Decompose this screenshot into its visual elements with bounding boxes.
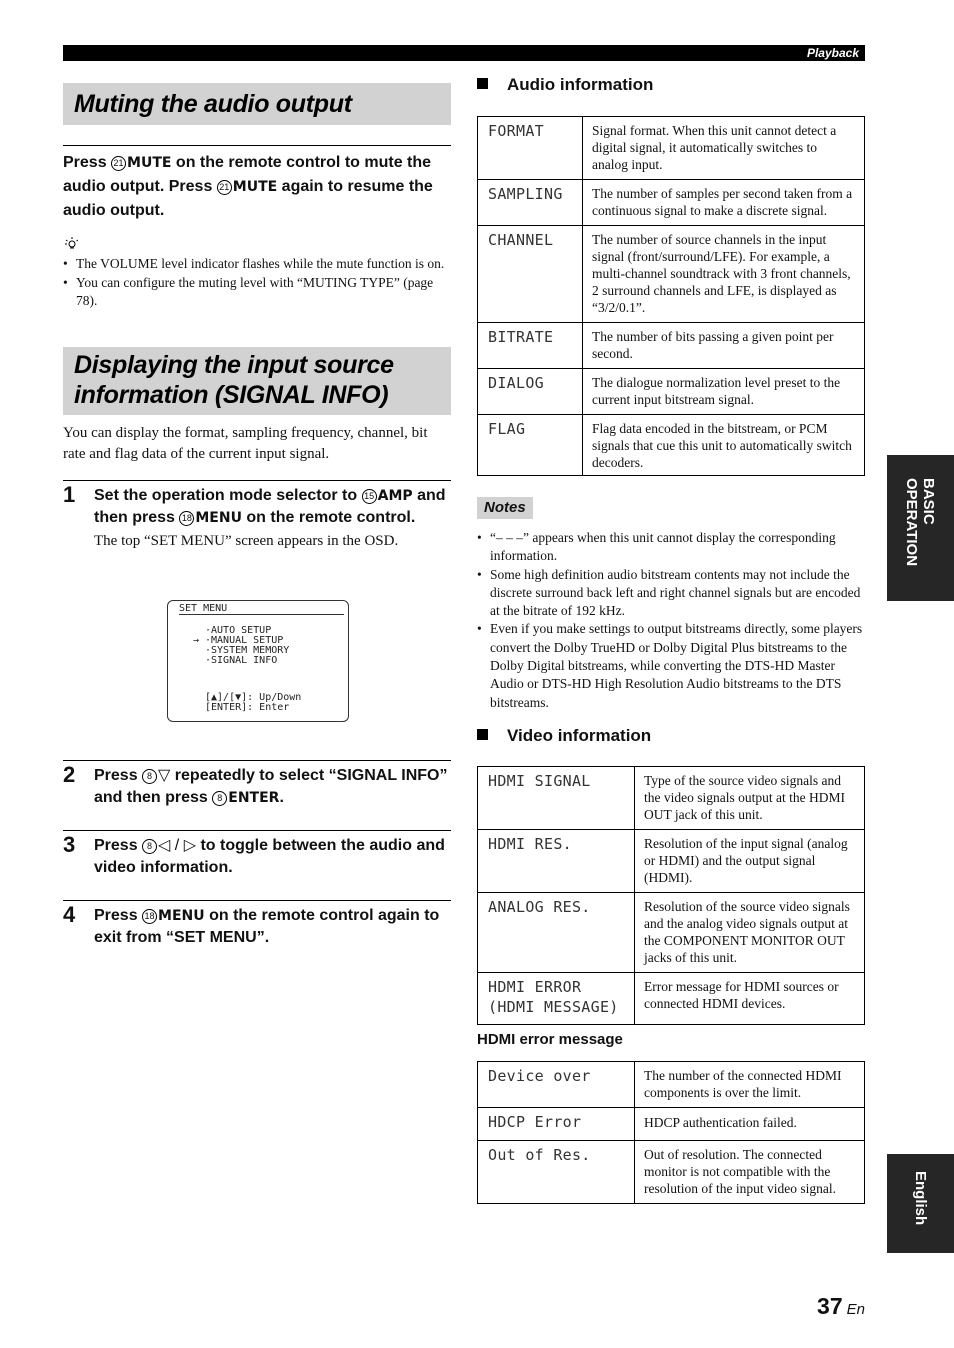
- divider: [63, 830, 451, 831]
- square-bullet-icon: [477, 729, 488, 740]
- tip-lightbulb-icon: [64, 236, 78, 250]
- step-number: 1: [63, 482, 76, 507]
- osd-menu-item: ·AUTO SETUP: [205, 625, 272, 636]
- table-row: BITRATE The number of bits passing a given point per second.: [478, 323, 865, 369]
- muting-title: Muting the audio output: [74, 90, 352, 118]
- amp-key: AMP: [377, 488, 413, 504]
- table-row: SAMPLING The number of samples per second taken from a continuous signal to make a discrete signal.: [478, 180, 865, 226]
- table-row: CHANNEL The number of source channels in the input signal (front/surround/LFE). For example, a multi-channel soundtrack with 3 front channels, 2 surround channels and LFE, is displayed as “3/2/0.1”.: [478, 226, 865, 323]
- side-tab-basic-operation: BASIC OPERATION: [887, 455, 954, 601]
- divider: [63, 480, 451, 481]
- header-section-label: Playback: [806, 46, 859, 60]
- audio-info-table: [477, 116, 865, 476]
- tip-item: • You can configure the muting level with “MUTING TYPE” (page 78).: [63, 274, 451, 311]
- table-row: HDMI SIGNAL Type of the source video signals and the video signals output at the HDMI OUT jack of this unit.: [478, 767, 865, 830]
- notes-list: [477, 529, 865, 712]
- osd-menu-items: [205, 626, 289, 666]
- step-4: Press 18 MENU on the remote control again to exit from “SET MENU”.: [94, 907, 440, 946]
- osd-title: SET MENU: [179, 604, 344, 615]
- step-3: Press 8 ◁ / ▷ to toggle between the audio and video information.: [94, 837, 445, 876]
- step-1: Set the operation mode selector to 15 AMP and then press 18 MENU on the remote control. The top “SET MENU” screen appears in the OSD.: [94, 485, 449, 552]
- note-item: • “– – –” appears when this unit cannot display the corresponding information.: [477, 529, 865, 566]
- key-number-circle: 8: [212, 791, 227, 806]
- video-info-heading: Video information: [477, 726, 651, 746]
- table-row: FORMAT Signal format. When this unit cannot detect a digital signal, it automatically switches to analog input.: [478, 117, 865, 180]
- divider: [63, 760, 451, 761]
- menu-key: MENU: [158, 908, 205, 924]
- down-triangle-icon: ▽: [158, 767, 171, 784]
- muting-tips: [63, 255, 451, 311]
- osd-hints: [▲]/[▼]: Up/Down [ENTER]: Enter: [205, 692, 302, 713]
- divider: [63, 900, 451, 901]
- key-number-circle: 8: [142, 769, 157, 784]
- table-row: Device over The number of the connected HDMI components is over the limit.: [478, 1062, 865, 1108]
- key-number-circle: 21: [111, 156, 126, 171]
- page-number: 37 En: [817, 1293, 865, 1319]
- step-number: 3: [63, 832, 76, 857]
- key-number-circle: 18: [142, 909, 157, 924]
- side-tab-english: English: [887, 1154, 954, 1253]
- divider: [63, 145, 451, 146]
- osd-set-menu-screen: [167, 600, 349, 722]
- note-item: • Some high definition audio bitstream contents may not include the discrete surround back left and right channel signals but are encoded at the bitrate of 192 kHz.: [477, 566, 865, 621]
- key-number-circle: 18: [179, 511, 194, 526]
- square-bullet-icon: [477, 78, 488, 89]
- table-row: FLAG Flag data encoded in the bitstream, or PCM signals that cue this unit to automatically switch decoders.: [478, 415, 865, 476]
- table-row: DIALOG The dialogue normalization level preset to the current input bitstream signal.: [478, 369, 865, 415]
- video-info-table: [477, 766, 865, 1025]
- osd-menu-item: ·MANUAL SETUP: [205, 635, 284, 646]
- step-1-result: The top “SET MENU” screen appears in the OSD.: [94, 533, 399, 549]
- left-right-triangle-icon: ◁ / ▷: [158, 837, 196, 854]
- muting-instructions: Press 21 MUTE on the remote control to mute the audio output. Press 21 MUTE again to resume the audio output.: [63, 154, 433, 219]
- table-row: ANALOG RES. Resolution of the source video signals and the analog video signals output at the COMPONENT MONITOR OUT jacks of this unit.: [478, 893, 865, 973]
- table-row: HDMI RES. Resolution of the input signal (analog or HDMI) and the output signal (HDMI).: [478, 830, 865, 893]
- key-number-circle: 15: [362, 489, 377, 504]
- tip-item: • The VOLUME level indicator flashes while the mute function is on.: [63, 255, 451, 274]
- table-row: HDMI ERROR (HDMI MESSAGE) Error message for HDMI sources or connected HDMI devices.: [478, 973, 865, 1025]
- hdmi-error-heading: HDMI error message: [477, 1031, 623, 1048]
- osd-cursor-arrow-icon: →: [193, 635, 200, 646]
- hdmi-error-table: [477, 1061, 865, 1204]
- enter-key: ENTER: [228, 790, 280, 806]
- mute-key: MUTE: [232, 179, 278, 195]
- mute-key: MUTE: [127, 155, 172, 171]
- header-bar: [63, 45, 865, 61]
- notes-label: Notes: [477, 497, 533, 519]
- table-row: Out of Res. Out of resolution. The connected monitor is not compatible with the resolution of the input video signal.: [478, 1141, 865, 1204]
- step-2: Press 8 ▽ repeatedly to select “SIGNAL INFO” and then press 8 ENTER.: [94, 767, 448, 806]
- section-title-muting: [63, 83, 451, 125]
- osd-menu-item: ·SIGNAL INFO: [205, 655, 278, 666]
- step-number: 4: [63, 902, 76, 927]
- key-number-circle: 8: [142, 839, 157, 854]
- note-item: • Even if you make settings to output bitstreams directly, some players convert the Dolby TrueHD or Dolby Digital Plus bitstreams to the Dolby Digital bitstreams, while converting the DTS-HD Master Audio or DTS-HD High Resolution Audio bitstreams to the DTS bitstreams.: [477, 620, 865, 711]
- signal-info-title-line1: Displaying the input source: [74, 351, 394, 379]
- osd-menu-item: ·SYSTEM MEMORY: [205, 645, 290, 656]
- step-number: 2: [63, 762, 76, 787]
- signal-info-title-line2: information (SIGNAL INFO): [74, 381, 389, 409]
- signal-info-intro: You can display the format, sampling frequency, channel, bit rate and flag data of the current input signal.: [63, 425, 428, 462]
- table-row: HDCP Error HDCP authentication failed.: [478, 1108, 865, 1141]
- audio-info-heading: Audio information: [477, 75, 653, 95]
- menu-key: MENU: [195, 510, 242, 526]
- key-number-circle: 21: [217, 180, 232, 195]
- section-title-signal-info: [63, 347, 451, 415]
